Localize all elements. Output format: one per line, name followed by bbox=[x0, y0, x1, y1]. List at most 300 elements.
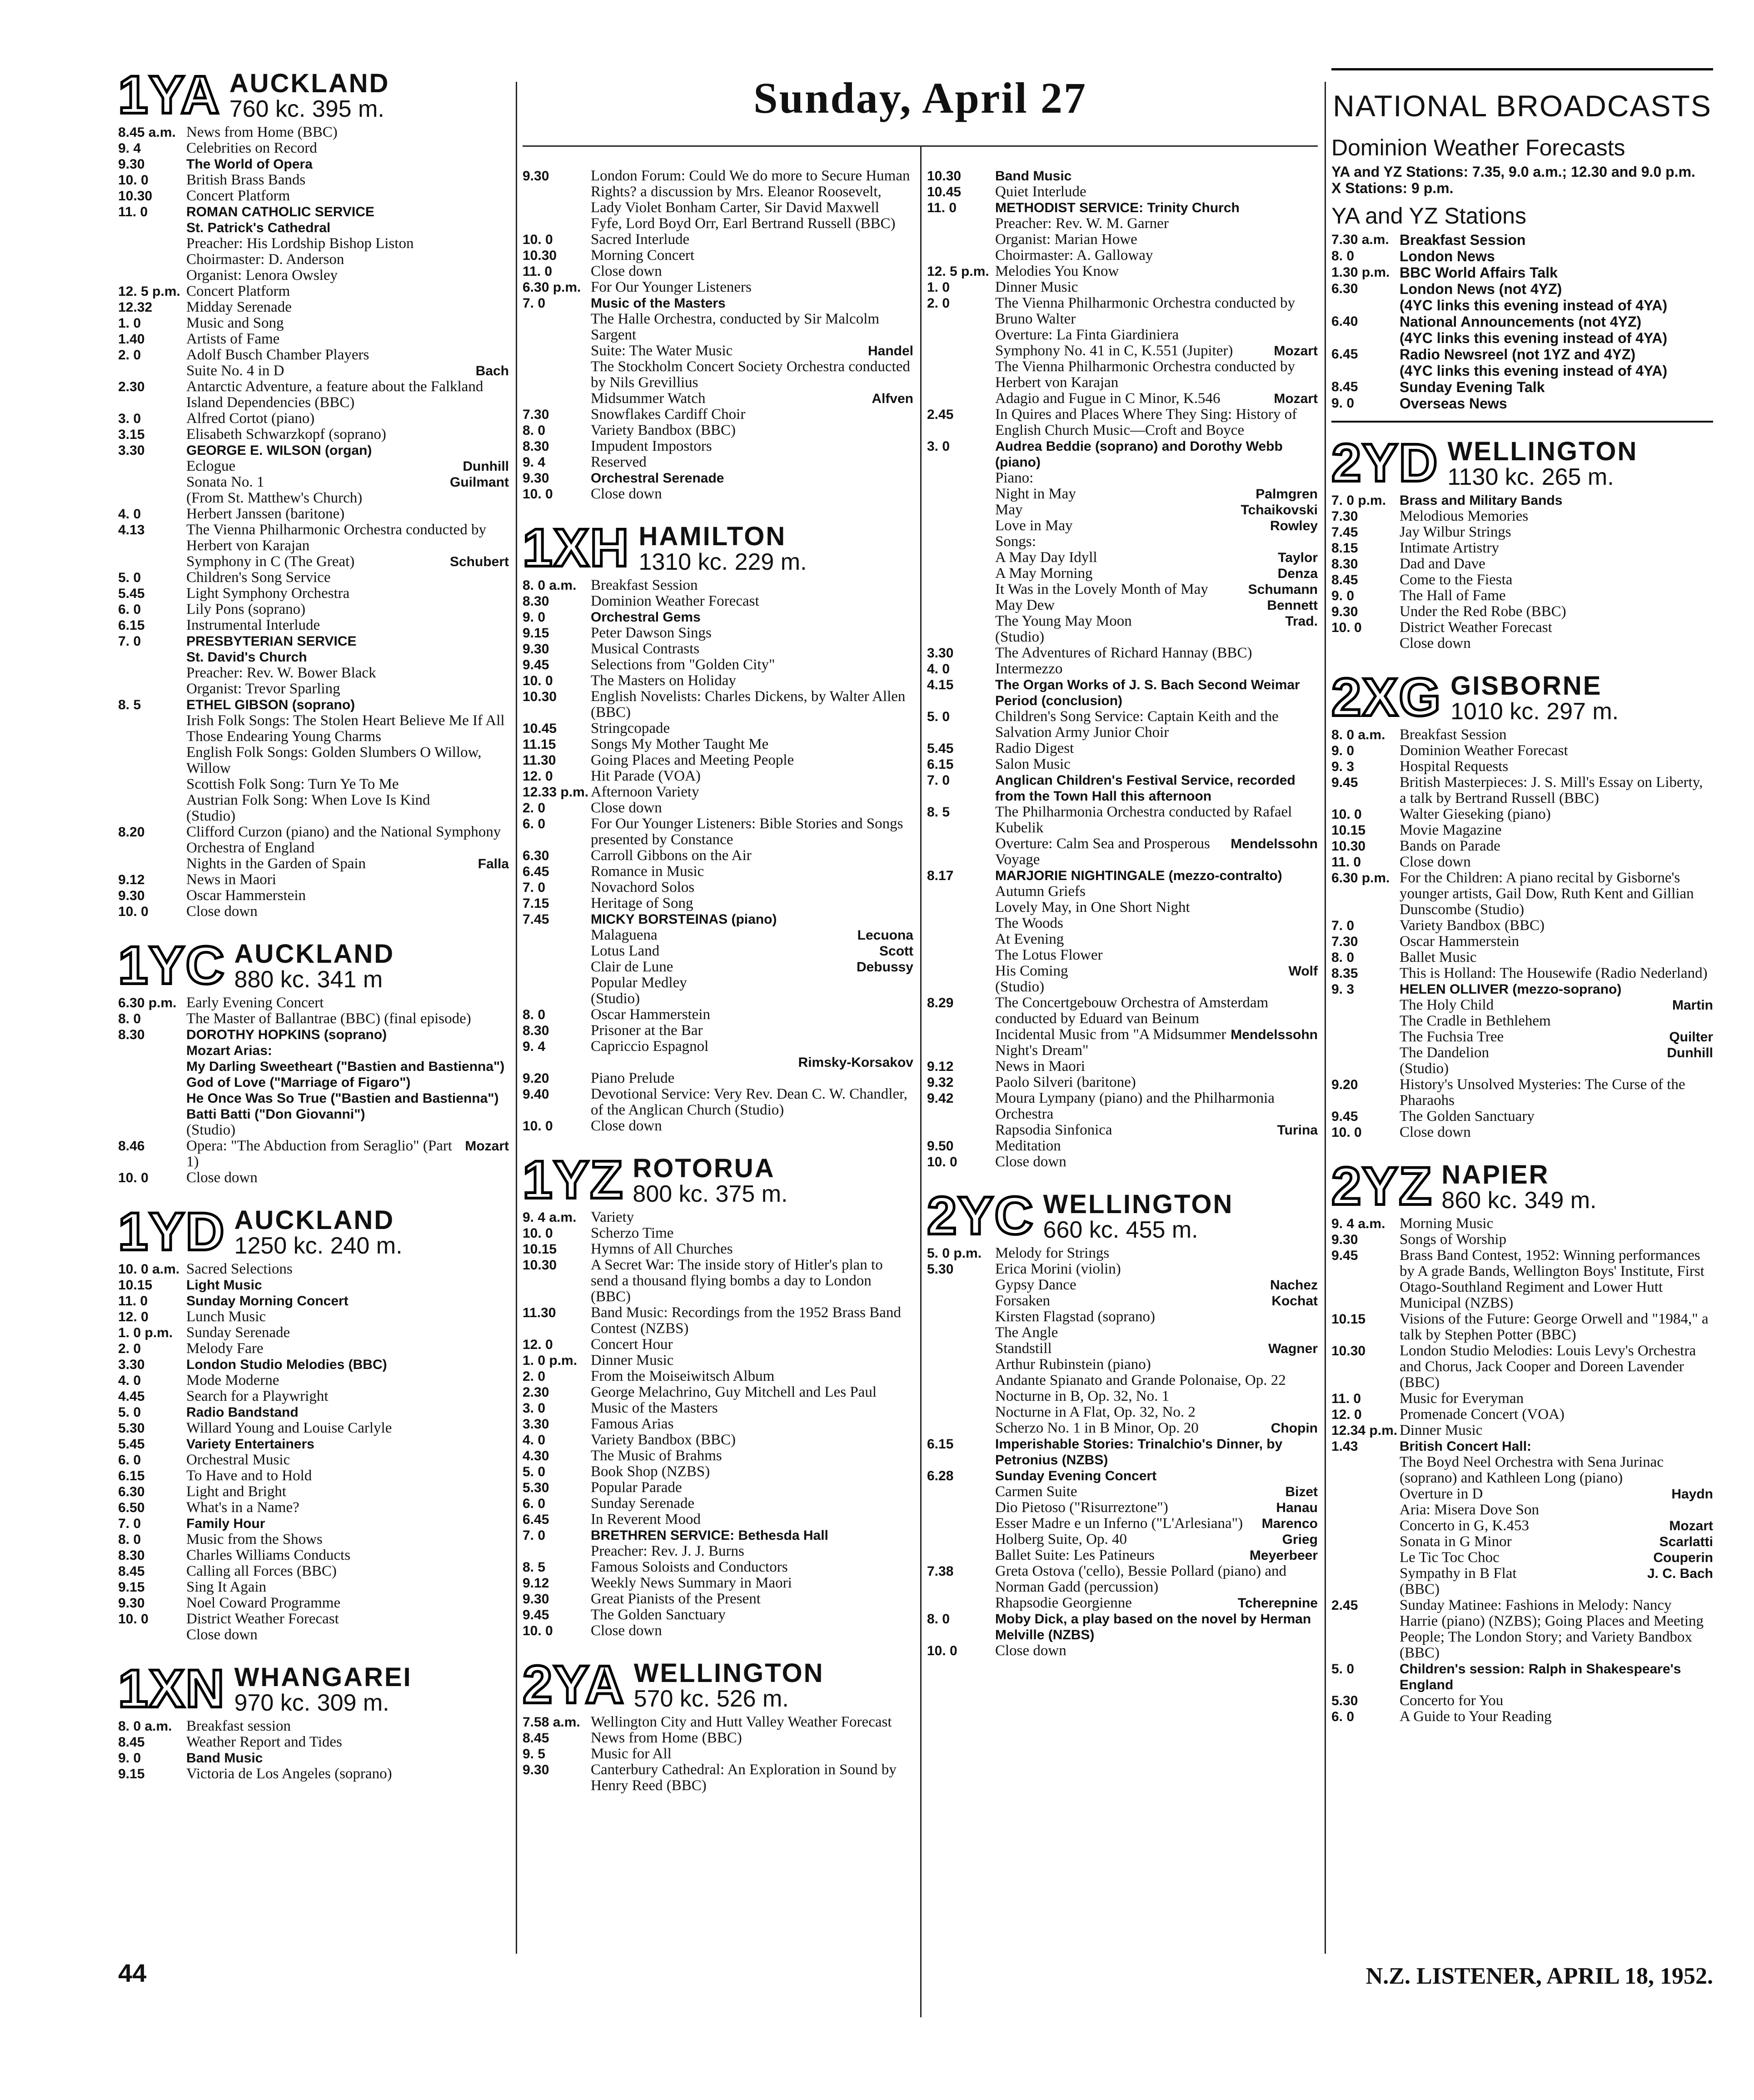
program-row bbox=[927, 216, 1318, 232]
program-row bbox=[523, 1225, 913, 1241]
program-row bbox=[523, 1416, 913, 1432]
program-title: Elisabeth Schwarzkopf (soprano) bbox=[186, 426, 386, 443]
program-row bbox=[523, 1353, 913, 1368]
program-title: Suite No. 4 in D bbox=[186, 363, 284, 379]
program-time: 6.45 bbox=[523, 1512, 549, 1527]
program-row bbox=[1331, 854, 1713, 870]
program-row bbox=[1331, 1693, 1713, 1709]
program-time: 7.30 a.m. bbox=[1331, 232, 1389, 247]
program-title: Concerto in G, K.453 bbox=[1400, 1518, 1530, 1534]
station-block bbox=[118, 1202, 509, 1643]
program-title: BRETHREN SERVICE: Bethesda Hall bbox=[591, 1528, 828, 1543]
program-line bbox=[995, 1484, 1318, 1500]
program-row bbox=[1331, 934, 1713, 950]
station-callsign: 2YZ bbox=[1331, 1156, 1433, 1216]
program-time: 5. 0 bbox=[523, 1464, 546, 1479]
program-title: Lovely May, in One Short Night bbox=[995, 899, 1190, 916]
program-row bbox=[118, 1027, 509, 1043]
program-time bbox=[1331, 1582, 1400, 1597]
program-title: The Vienna Philharmonic Orchestra conducted by Herbert von Karajan bbox=[995, 358, 1295, 391]
program-row bbox=[1331, 950, 1713, 965]
program-time: 7. 0 bbox=[118, 1516, 141, 1531]
program-row bbox=[118, 554, 509, 570]
composer: Lecuona bbox=[857, 928, 913, 943]
program-row bbox=[118, 522, 509, 554]
station-city: WELLINGTON bbox=[633, 1658, 824, 1688]
program-title: Music and Song bbox=[186, 315, 284, 331]
composer: Wolf bbox=[1288, 964, 1318, 979]
composer: Tchaikovski bbox=[1241, 503, 1318, 518]
program-row bbox=[523, 1512, 913, 1528]
program-title: Imperishable Stories: Trinalchio's Dinner, by Petronius (NZBS) bbox=[995, 1437, 1283, 1468]
program-time bbox=[927, 1595, 995, 1611]
program-time: 12.32 bbox=[118, 300, 153, 315]
program-time: 9.42 bbox=[927, 1091, 954, 1106]
program-row bbox=[523, 1543, 913, 1559]
program-row bbox=[927, 1245, 1318, 1261]
program-row bbox=[118, 808, 509, 824]
program-title: Melody Fare bbox=[186, 1340, 264, 1357]
program-time: 10. 0 bbox=[523, 1623, 553, 1638]
station-city: WELLINGTON bbox=[1447, 437, 1638, 467]
program-time: 5.30 bbox=[1331, 1693, 1358, 1708]
program-row bbox=[927, 1516, 1318, 1532]
program-title: Concert Platform bbox=[186, 188, 290, 204]
program-row bbox=[523, 1746, 913, 1762]
program-title: The Vienna Philharmonic Orchestra conducted by Bruno Walter bbox=[995, 295, 1295, 327]
program-time bbox=[927, 327, 995, 343]
program-title: Preacher: Rev. W. M. Garner bbox=[995, 215, 1169, 232]
program-title: A Guide to Your Reading bbox=[1400, 1708, 1552, 1725]
program-row bbox=[927, 1325, 1318, 1341]
program-time bbox=[118, 856, 186, 872]
program-time: 2. 0 bbox=[118, 1341, 141, 1356]
station-city: NAPIER bbox=[1441, 1160, 1550, 1190]
program-row bbox=[118, 236, 509, 252]
program-row bbox=[118, 1718, 509, 1734]
program-title: Le Tic Toc Choc bbox=[1400, 1549, 1500, 1566]
program-time: 4. 0 bbox=[118, 1373, 141, 1388]
program-title: Ballet Music bbox=[1400, 949, 1477, 965]
program-time bbox=[927, 343, 995, 359]
program-row bbox=[523, 232, 913, 248]
program-time: 7. 0 bbox=[523, 1528, 546, 1543]
program-time: 10. 0 bbox=[1331, 1125, 1362, 1140]
program-row bbox=[523, 1762, 913, 1794]
program-title: Aria: Misera Dove Son bbox=[1400, 1502, 1540, 1518]
program-row bbox=[523, 1714, 913, 1730]
program-row bbox=[927, 407, 1318, 438]
program-title: Suite: The Water Music bbox=[591, 343, 733, 359]
program-line bbox=[995, 1532, 1318, 1548]
program-row bbox=[1331, 806, 1713, 822]
program-row bbox=[523, 848, 913, 864]
program-title: Dominion Weather Forecast bbox=[1400, 742, 1568, 759]
program-time: 9.30 bbox=[523, 1762, 549, 1777]
station-header bbox=[523, 518, 913, 578]
program-title: Sacred Selections bbox=[186, 1261, 293, 1277]
program-time: 3.30 bbox=[927, 646, 954, 661]
program-time: 7.30 bbox=[1331, 934, 1358, 949]
program-line bbox=[591, 959, 913, 975]
program-title: London Studio Melodies: Louis Levy's Orchestra and Chorus, Jack Cooper and Doreen Lavender (BBC) bbox=[1400, 1343, 1696, 1391]
program-row bbox=[1331, 1216, 1713, 1232]
program-title: National Announcements (not 4YZ) bbox=[1400, 314, 1642, 330]
station-info bbox=[1043, 1191, 1234, 1243]
program-title: Sonata in G Minor bbox=[1400, 1533, 1512, 1550]
program-row bbox=[1331, 524, 1713, 540]
program-title: Breakfast Session bbox=[591, 577, 698, 593]
program-title: British Brass Bands bbox=[186, 172, 306, 188]
program-time: 8.46 bbox=[118, 1139, 145, 1154]
program-time: 8. 0 bbox=[118, 1011, 141, 1026]
program-time bbox=[1331, 1518, 1400, 1534]
program-time bbox=[118, 745, 186, 776]
composer: Schubert bbox=[449, 554, 509, 569]
program-row bbox=[523, 264, 913, 279]
station-city: HAMILTON bbox=[638, 522, 787, 552]
program-time bbox=[927, 566, 995, 582]
program-title: Great Pianists of the Present bbox=[591, 1591, 761, 1607]
station-callsign: 2YA bbox=[523, 1655, 625, 1715]
program-row bbox=[927, 1277, 1318, 1293]
program-title: May Dew bbox=[995, 597, 1055, 613]
program-time: 10. 0 bbox=[523, 232, 553, 247]
program-title: Charles Williams Conducts bbox=[186, 1547, 351, 1563]
program-time: 9.32 bbox=[927, 1075, 954, 1090]
program-time bbox=[118, 490, 186, 506]
program-title: Nocturne in B, Op. 32, No. 1 bbox=[995, 1388, 1170, 1404]
program-title: A May Day Idyll bbox=[995, 549, 1097, 566]
station-block bbox=[118, 1659, 509, 1782]
program-row bbox=[118, 995, 509, 1011]
program-time: 5.45 bbox=[927, 741, 954, 756]
program-line bbox=[186, 554, 509, 570]
program-row bbox=[118, 1627, 509, 1643]
composer: Rimsky-Korsakov bbox=[798, 1055, 913, 1070]
program-title: Popular Parade bbox=[591, 1479, 682, 1496]
program-time bbox=[927, 1277, 995, 1293]
station-header bbox=[118, 936, 509, 995]
program-time: 7.30 bbox=[523, 407, 549, 422]
program-row bbox=[927, 248, 1318, 264]
program-title: The Fuchsia Tree bbox=[1400, 1029, 1504, 1045]
program-row bbox=[927, 343, 1318, 359]
program-title: Songs My Mother Taught Me bbox=[591, 736, 769, 752]
program-line bbox=[1400, 1518, 1713, 1534]
program-time: 6.28 bbox=[927, 1468, 954, 1483]
program-row bbox=[927, 1595, 1318, 1611]
program-time bbox=[927, 1373, 995, 1388]
program-row bbox=[1331, 743, 1713, 759]
program-row bbox=[927, 995, 1318, 1027]
program-time: 5.45 bbox=[118, 1437, 145, 1452]
program-time: 7.15 bbox=[523, 896, 549, 911]
program-row bbox=[927, 868, 1318, 884]
station-block bbox=[118, 65, 509, 920]
program-row bbox=[523, 1209, 913, 1225]
program-time: 5.30 bbox=[118, 1421, 145, 1436]
program-row bbox=[927, 279, 1318, 295]
program-time bbox=[927, 1484, 995, 1500]
program-row bbox=[118, 1357, 509, 1373]
column-4 bbox=[1331, 68, 1713, 1744]
program-time: 10. 0 a.m. bbox=[118, 1262, 180, 1277]
program-line bbox=[995, 1341, 1318, 1357]
program-row bbox=[118, 1750, 509, 1766]
program-time: 2.30 bbox=[118, 379, 145, 394]
program-title: Alfred Cortot (piano) bbox=[186, 410, 315, 427]
program-time: 8. 0 bbox=[523, 1007, 546, 1022]
program-title: Close down bbox=[1400, 854, 1471, 870]
program-row bbox=[118, 1373, 509, 1388]
program-title: Band Music bbox=[995, 169, 1072, 184]
program-title: Close down bbox=[186, 1627, 258, 1643]
program-row bbox=[927, 264, 1318, 279]
program-time: 12. 5 p.m. bbox=[118, 284, 180, 299]
program-line bbox=[591, 1055, 913, 1070]
program-time: 9. 0 bbox=[1331, 743, 1355, 758]
program-title: Greta Ostova ('cello), Bessie Pollard (piano) and Norman Gadd (percussion) bbox=[995, 1563, 1287, 1595]
program-time: 8.45 bbox=[1331, 572, 1358, 587]
program-title: Symphony in C (The Great) bbox=[186, 553, 355, 570]
program-time: 8.45 bbox=[118, 1564, 145, 1579]
program-row bbox=[523, 343, 913, 359]
composer: Dunhill bbox=[1667, 1045, 1713, 1060]
program-title: Symphony No. 41 in C, K.551 (Jupiter) bbox=[995, 343, 1233, 359]
program-time: 9.45 bbox=[1331, 1109, 1358, 1124]
composer: Trad. bbox=[1285, 614, 1318, 629]
station-header bbox=[523, 1655, 913, 1715]
station-callsign: 1YD bbox=[118, 1202, 225, 1262]
column-2 bbox=[523, 168, 913, 1813]
program-title: The Holy Child bbox=[1400, 997, 1494, 1013]
program-row bbox=[927, 741, 1318, 756]
program-title: Close down bbox=[995, 1154, 1066, 1170]
program-line bbox=[995, 836, 1318, 868]
program-line bbox=[1400, 997, 1713, 1013]
national-row bbox=[1331, 297, 1713, 314]
program-time: 6.45 bbox=[1331, 347, 1358, 362]
program-title: Orchestral Serenade bbox=[591, 471, 724, 486]
program-time: 9.40 bbox=[523, 1087, 549, 1102]
national-row bbox=[1331, 248, 1713, 264]
program-row bbox=[118, 1436, 509, 1452]
program-title: Songs of Worship bbox=[1400, 1231, 1507, 1248]
program-row bbox=[523, 625, 913, 641]
program-time: 7.58 a.m. bbox=[523, 1715, 580, 1730]
program-title: Stringcopade bbox=[591, 720, 670, 736]
program-time: 12. 0 bbox=[523, 1337, 553, 1352]
program-row bbox=[927, 1357, 1318, 1373]
program-row bbox=[927, 438, 1318, 470]
program-row bbox=[523, 911, 913, 927]
program-time bbox=[523, 391, 591, 407]
program-time: 7.45 bbox=[523, 912, 549, 927]
program-title: Popular Medley bbox=[591, 975, 687, 991]
program-title: Celebrities on Record bbox=[186, 140, 317, 156]
program-time bbox=[118, 363, 186, 379]
program-row bbox=[118, 443, 509, 458]
program-title: Adolf Busch Chamber Players bbox=[186, 347, 369, 363]
program-title: Heritage of Song bbox=[591, 895, 693, 911]
program-row bbox=[1331, 1013, 1713, 1029]
program-row bbox=[118, 1766, 509, 1782]
program-row bbox=[523, 454, 913, 470]
program-row bbox=[118, 1579, 509, 1595]
program-row bbox=[118, 697, 509, 713]
program-time: 12. 0 bbox=[1331, 1407, 1362, 1422]
program-time: 10. 0 bbox=[118, 904, 149, 919]
program-time bbox=[118, 268, 186, 284]
program-title: Midday Serenade bbox=[186, 299, 292, 315]
program-time: 4. 0 bbox=[927, 662, 950, 677]
program-row bbox=[523, 800, 913, 816]
program-row bbox=[118, 1341, 509, 1357]
program-time bbox=[1331, 1061, 1400, 1077]
program-title: The Golden Sanctuary bbox=[591, 1607, 726, 1623]
program-title: Sunday Evening Talk bbox=[1400, 379, 1545, 395]
program-title: Organist: Lenora Owsley bbox=[186, 267, 338, 284]
program-time: 10. 0 bbox=[118, 1170, 149, 1185]
program-title: Scherzo Time bbox=[591, 1225, 674, 1241]
program-time: 9.50 bbox=[927, 1139, 954, 1154]
program-title: Weekly News Summary in Maori bbox=[591, 1575, 792, 1591]
program-time: 1. 0 p.m. bbox=[523, 1353, 578, 1368]
program-row bbox=[927, 1341, 1318, 1357]
program-title: Hymns of All Churches bbox=[591, 1241, 733, 1257]
program-row bbox=[927, 963, 1318, 979]
program-title: Selections from "Golden City" bbox=[591, 657, 775, 673]
program-time bbox=[118, 1090, 186, 1106]
program-time: 6.30 p.m. bbox=[1331, 871, 1390, 886]
program-time: 10. 0 bbox=[523, 673, 553, 688]
program-row bbox=[118, 1388, 509, 1404]
program-row bbox=[523, 311, 913, 343]
program-row bbox=[523, 1432, 913, 1448]
program-row bbox=[118, 1452, 509, 1468]
program-time: 1. 0 bbox=[118, 316, 141, 331]
program-title: Light Symphony Orchestra bbox=[186, 585, 350, 602]
program-title: METHODIST SERVICE: Trinity Church bbox=[995, 200, 1240, 215]
program-time: 7. 0 bbox=[118, 634, 141, 649]
program-title: The Woods bbox=[995, 915, 1063, 931]
station-block bbox=[523, 168, 913, 502]
composer: Kochat bbox=[1271, 1294, 1318, 1309]
program-time: 8. 0 a.m. bbox=[1331, 727, 1385, 742]
program-row bbox=[523, 248, 913, 264]
station-info bbox=[639, 523, 807, 575]
program-row bbox=[1331, 775, 1713, 806]
program-row bbox=[1331, 1109, 1713, 1125]
program-row bbox=[118, 1420, 509, 1436]
program-row bbox=[927, 947, 1318, 963]
program-row bbox=[523, 641, 913, 657]
program-title: Erica Morini (violin) bbox=[995, 1261, 1121, 1277]
program-title: Salon Music bbox=[995, 756, 1071, 772]
program-row bbox=[118, 204, 509, 220]
program-time: 11. 0 bbox=[927, 200, 957, 215]
program-time bbox=[1331, 1454, 1400, 1486]
program-time: 9. 0 bbox=[523, 610, 546, 625]
station-callsign: 1YC bbox=[118, 936, 225, 995]
program-row bbox=[118, 1595, 509, 1611]
program-time bbox=[523, 991, 591, 1007]
program-title: Nights in the Garden of Spain bbox=[186, 856, 366, 872]
program-time: 12. 5 p.m. bbox=[927, 264, 989, 279]
program-row bbox=[118, 617, 509, 633]
station-frequency: 970 kc. 309 m. bbox=[234, 1690, 389, 1717]
program-line bbox=[995, 566, 1318, 582]
program-row bbox=[523, 1257, 913, 1305]
program-title: Victoria de Los Angeles (soprano) bbox=[186, 1766, 392, 1782]
program-title: The Masters on Holiday bbox=[591, 672, 736, 689]
program-title: Dinner Music bbox=[1400, 1422, 1483, 1438]
program-title: Variety Bandbox (BBC) bbox=[591, 1432, 736, 1448]
station-info bbox=[1448, 438, 1638, 490]
program-title: Jay Wilbur Strings bbox=[1400, 524, 1511, 540]
program-title: English Novelists: Charles Dickens, by Walter Allen (BBC) bbox=[591, 688, 906, 721]
program-title: Sonata No. 1 bbox=[186, 474, 264, 490]
column-divider bbox=[1325, 82, 1326, 1954]
program-time: 8.45 a.m. bbox=[118, 125, 176, 140]
program-time: 10.30 bbox=[118, 189, 153, 204]
program-row bbox=[927, 1611, 1318, 1643]
program-title: The Music of Brahms bbox=[591, 1448, 722, 1464]
program-title: Rapsodia Sinfonica bbox=[995, 1122, 1112, 1138]
program-time bbox=[1331, 1502, 1400, 1518]
page-title: Sunday, April 27 bbox=[753, 74, 1087, 122]
program-row bbox=[118, 299, 509, 315]
program-row bbox=[927, 1436, 1318, 1468]
program-row bbox=[1331, 1597, 1713, 1661]
program-row bbox=[118, 1293, 509, 1309]
program-time bbox=[523, 359, 591, 391]
page-footer: N.Z. LISTENER, APRIL 18, 1952. bbox=[1365, 1963, 1713, 1989]
program-line bbox=[1400, 1486, 1713, 1502]
program-row bbox=[523, 991, 913, 1007]
program-time: 10. 0 bbox=[523, 1226, 553, 1241]
program-row bbox=[118, 1325, 509, 1341]
program-line bbox=[1400, 1029, 1713, 1045]
station-header bbox=[118, 65, 509, 125]
composer: Bennett bbox=[1267, 598, 1318, 613]
station-info bbox=[1450, 673, 1619, 724]
composer: Palmgren bbox=[1256, 487, 1318, 502]
program-row bbox=[927, 232, 1318, 248]
program-row bbox=[118, 1468, 509, 1484]
program-title: St. David's Church bbox=[186, 650, 307, 665]
program-row bbox=[523, 880, 913, 896]
program-title: HELEN OLLIVER (mezzo-soprano) bbox=[1400, 982, 1622, 997]
program-title: Melodious Memories bbox=[1400, 508, 1529, 524]
program-row bbox=[927, 836, 1318, 868]
program-title: The Stockholm Concert Society Orchestra conducted by Nils Grevillius bbox=[591, 358, 910, 391]
program-title: Sacred Interlude bbox=[591, 231, 690, 248]
program-title: Incidental Music from "A Midsummer Night's Dream" bbox=[995, 1026, 1226, 1059]
program-row bbox=[523, 407, 913, 423]
program-row bbox=[523, 721, 913, 736]
program-row bbox=[118, 1122, 509, 1138]
program-title: Breakfast Session bbox=[1400, 727, 1507, 743]
program-title: The Concertgebouw Orchestra of Amsterdam conducted by Eduard van Beinum bbox=[995, 995, 1269, 1027]
program-title: The Halle Orchestra, conducted by Sir Malcolm Sargent bbox=[591, 311, 880, 343]
program-title: Moby Dick, a play based on the novel by Herman Melville (NZBS) bbox=[995, 1612, 1311, 1642]
composer: Couperin bbox=[1653, 1550, 1713, 1565]
program-time: 9. 3 bbox=[1331, 982, 1355, 997]
program-time: 6.15 bbox=[927, 1437, 954, 1452]
program-time: 9.30 bbox=[523, 642, 549, 657]
